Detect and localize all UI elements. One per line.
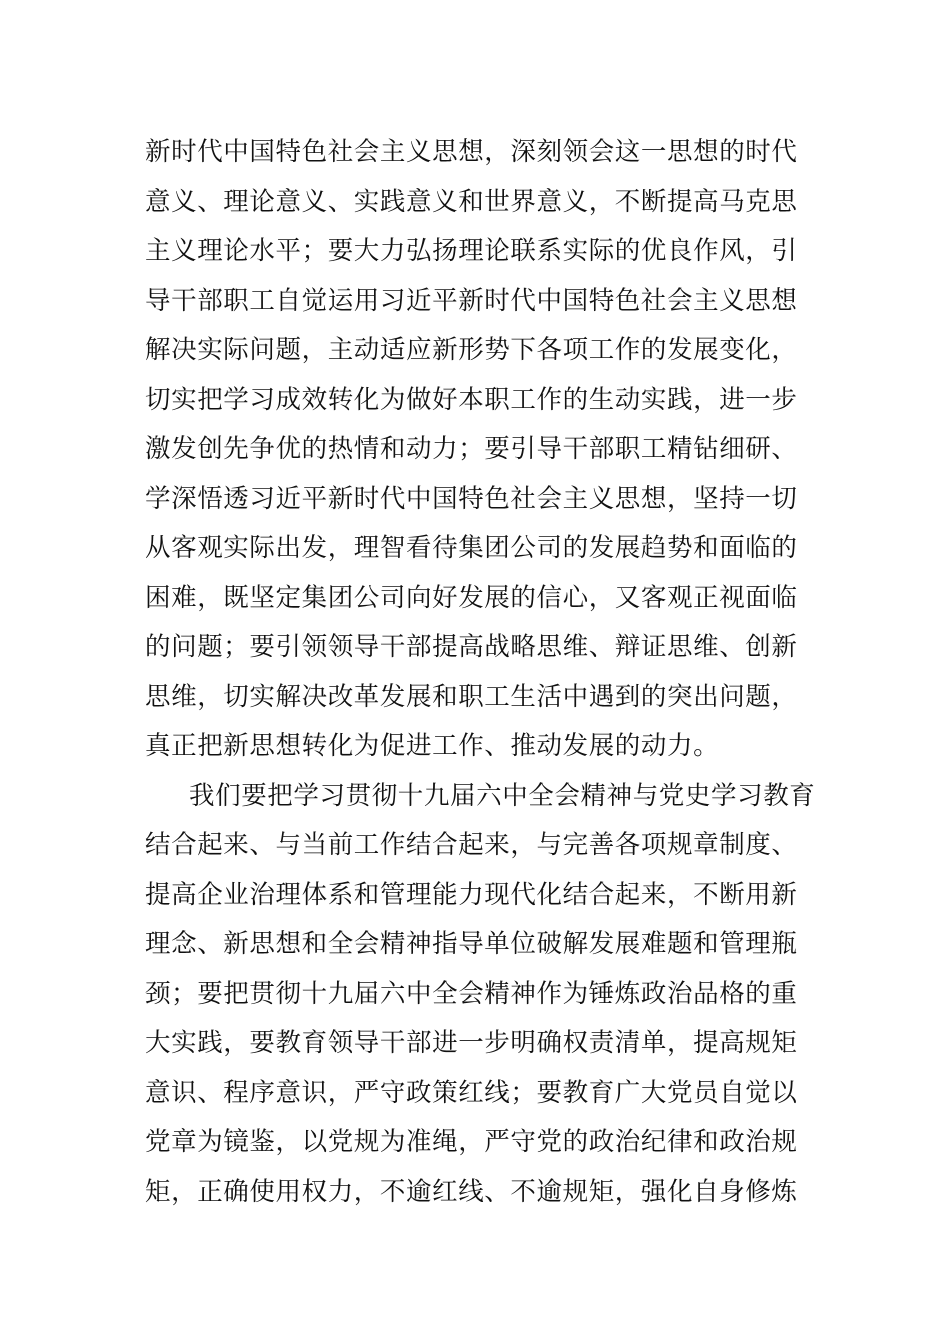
text-line: 真正把新思想转化为促进工作、推动发展的动力。 bbox=[145, 731, 720, 761]
paragraph-first-line: 我们要把学习贯彻十九届六中全会精神与党史学习教育 bbox=[189, 780, 816, 811]
text-line: 党章为镜鉴，以党规为准绳，严守党的政治纪律和政治规 bbox=[145, 1127, 798, 1157]
text-line: 思维，切实解决改革发展和职工生活中遇到的突出问题， bbox=[145, 681, 798, 712]
document-body bbox=[145, 128, 816, 1217]
text-line: 主义理论水平；要大力弘扬理论联系实际的优良作风，引 bbox=[145, 236, 798, 266]
text-line: 意识、程序意识，严守政策红线；要教育广大党员自觉以 bbox=[145, 1077, 798, 1108]
text-line: 提高企业治理体系和管理能力现代化结合起来，不断用新 bbox=[145, 879, 798, 910]
text-line: 激发创先争优的热情和动力；要引导干部职工精钻细研、 bbox=[145, 434, 798, 464]
text-line: 解决实际问题，主动适应新形势下各项工作的发展变化， bbox=[145, 335, 798, 365]
text-line: 理念、新思想和全会精神指导单位破解发展难题和管理瓶 bbox=[145, 929, 798, 959]
text-line: 结合起来、与当前工作结合起来，与完善各项规章制度、 bbox=[145, 830, 798, 860]
text-line: 学深悟透习近平新时代中国特色社会主义思想，坚持一切 bbox=[145, 483, 798, 514]
text-line: 大实践，要教育领导干部进一步明确权责清单，提高规矩 bbox=[145, 1028, 798, 1058]
text-line: 新时代中国特色社会主义思想，深刻领会这一思想的时代 bbox=[145, 137, 798, 167]
text-line: 的问题；要引领领导干部提高战略思维、辩证思维、创新 bbox=[145, 632, 798, 662]
text-line: 困难，既坚定集团公司向好发展的信心，又客观正视面临 bbox=[145, 582, 798, 613]
text-line: 从客观实际出发，理智看待集团公司的发展趋势和面临的 bbox=[145, 533, 798, 563]
text-line: 切实把学习成效转化为做好本职工作的生动实践，进一步 bbox=[145, 384, 798, 415]
text-line: 意义、理论意义、实践意义和世界意义，不断提高马克思 bbox=[145, 186, 798, 217]
text-line: 导干部职工自觉运用习近平新时代中国特色社会主义思想 bbox=[145, 285, 798, 316]
text-line: 矩，正确使用权力，不逾红线、不逾规矩，强化自身修炼 bbox=[145, 1176, 798, 1207]
text-line: 颈；要把贯彻十九届六中全会精神作为锤炼政治品格的重 bbox=[145, 978, 798, 1009]
